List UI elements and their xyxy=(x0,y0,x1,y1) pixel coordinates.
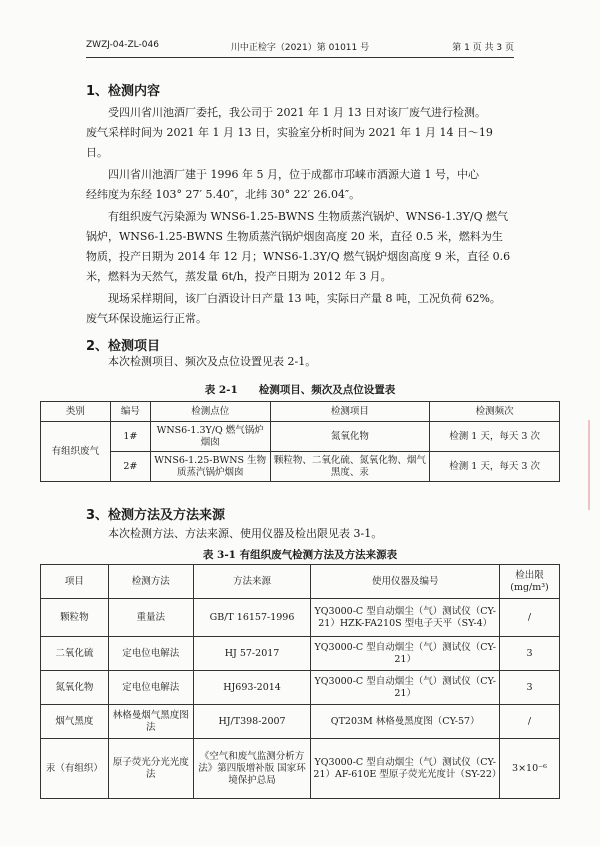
table-row xyxy=(41,705,560,739)
text-line: 四川省川池酒厂建于 1996 年 5 月，位于成都市邛崃市酒源大道 1 号，中心 xyxy=(86,168,479,181)
cell-method: 林格曼烟气黑度图法 xyxy=(108,705,193,739)
text-line: 物质，投产日期为 2014 年 12 月；WNS6-1.3Y/Q 燃气锅炉烟囱高度 9 米，直径 0.6 xyxy=(86,250,511,263)
header-rule xyxy=(86,57,514,58)
text-line: 本次检测方法、方法来源、使用仪器及检出限见表 3-1。 xyxy=(86,527,383,540)
section1-para2 xyxy=(86,165,516,205)
header-cell: 项目 xyxy=(41,565,109,599)
category-cell: 有组织废气 xyxy=(41,422,111,482)
cell-source: HJ693-2014 xyxy=(193,671,311,705)
cell-method: 重量法 xyxy=(108,599,193,637)
header-cell: 使用仪器及编号 xyxy=(311,565,500,599)
table31-caption: 表 3-1 有组织废气检测方法及方法来源表 xyxy=(202,549,398,561)
section3-intro xyxy=(86,524,516,544)
header-cell: 检测项目 xyxy=(270,402,430,422)
section1-para3 xyxy=(86,207,516,287)
section2-title: 2、检测项目 xyxy=(86,339,161,354)
cell-method: 定电位电解法 xyxy=(108,637,193,671)
cell-limit: / xyxy=(500,705,560,739)
cell-instrument: YQ3000-C 型自动烟尘（气）测试仪（CY-21）HZK-FA210S 型电子天平（SY-4） xyxy=(311,599,500,637)
cell-instrument: YQ3000-C 型自动烟尘（气）测试仪（CY-21） xyxy=(311,637,500,671)
cell-item: 氮氧化物 xyxy=(41,671,109,705)
page-header xyxy=(86,40,514,54)
table21-caption: 表 2-1 检测项目、频次及点位设置表 xyxy=(204,384,396,396)
section2-intro xyxy=(86,352,516,372)
section1-para4 xyxy=(86,289,516,329)
text-line: 废气环保设施运行正常。 xyxy=(86,312,207,325)
cell-source: 《空气和废气监测分析方法》第四版增补版 国家环境保护总局 xyxy=(193,739,311,799)
cell-item: 二氧化硫 xyxy=(41,637,109,671)
table-row xyxy=(41,422,560,452)
header-cell: 检测频次 xyxy=(430,402,560,422)
header-cell: 检测方法 xyxy=(108,565,193,599)
page-number: 第 1 页 共 3 页 xyxy=(452,43,514,53)
cell-items: 氮氧化物 xyxy=(270,422,430,452)
cell-no: 1# xyxy=(110,422,150,452)
text-line: 本次检测项目、频次及点位设置见表 2-1。 xyxy=(86,355,317,368)
cell-item: 烟气黑度 xyxy=(41,705,109,739)
text-line: 日。 xyxy=(86,146,108,159)
table-row xyxy=(41,671,560,705)
table-row xyxy=(41,637,560,671)
table-row xyxy=(41,739,560,799)
table-2-1 xyxy=(40,401,560,482)
cell-source: HJ 57-2017 xyxy=(193,637,311,671)
header-cell: 方法来源 xyxy=(193,565,311,599)
section1-para1 xyxy=(86,103,516,163)
header-cell: 类别 xyxy=(41,402,111,422)
text-line: 锅炉，WNS6-1.25-BWNS 生物质蒸汽锅炉烟囱高度 20 米，直径 0.5 米，燃料为生 xyxy=(86,230,503,243)
text-line: 受四川省川池酒厂委托，我公司于 2021 年 1 月 13 日对该厂废气进行检测。 xyxy=(86,106,486,119)
section3-title: 3、检测方法及方法来源 xyxy=(86,508,226,523)
cell-limit: / xyxy=(500,599,560,637)
cell-freq: 检测 1 天，每天 3 次 xyxy=(430,422,560,452)
cell-limit: 3 xyxy=(500,637,560,671)
limit-label: 检出限 xyxy=(515,569,544,581)
text-line: 经纬度为东经 103° 27′ 5.40″，北纬 30° 22′ 26.04″。 xyxy=(86,188,361,201)
cell-method: 原子荧光分光光度法 xyxy=(108,739,193,799)
cell-limit: 3 xyxy=(500,671,560,705)
table-row xyxy=(41,599,560,637)
cell-instrument: QT203M 林格曼黑度图（CY-57） xyxy=(311,705,500,739)
cell-freq: 检测 1 天，每天 3 次 xyxy=(430,452,560,482)
cell-instrument: YQ3000-C 型自动烟尘（气）测试仪（CY-21）AF-610E 型原子荧光光度计（SY-22） xyxy=(311,739,500,799)
table-3-1 xyxy=(40,564,560,799)
cell-point: WNS6-1.25-BWNS 生物质蒸汽锅炉烟囱 xyxy=(150,452,270,482)
cell-point: WNS6-1.3Y/Q 燃气锅炉烟囱 xyxy=(150,422,270,452)
table-header-row xyxy=(41,565,560,599)
cell-item: 颗粒物 xyxy=(41,599,109,637)
text-line: 废气采样时间为 2021 年 1 月 13 日，实验室分析时间为 2021 年 1 月 14 日～19 xyxy=(86,126,493,139)
doc-code: ZWZJ-04-ZL-046 xyxy=(86,40,159,50)
cell-source: GB/T 16157-1996 xyxy=(193,599,311,637)
cell-item: 汞（有组织） xyxy=(41,739,109,799)
seal-stamp-edge xyxy=(588,420,600,510)
section1-title: 1、检测内容 xyxy=(86,84,161,99)
table-row xyxy=(41,452,560,482)
header-cell-limit xyxy=(500,565,560,599)
cell-limit: 3×10⁻⁶ xyxy=(500,739,560,799)
header-cell: 编号 xyxy=(110,402,150,422)
header-cell: 检测点位 xyxy=(150,402,270,422)
cell-source: HJ/T398-2007 xyxy=(193,705,311,739)
text-line: 有组织废气污染源为 WNS6-1.25-BWNS 生物质蒸汽锅炉、WNS6-1.3Y/Q 燃气 xyxy=(86,210,509,223)
report-number: 川中正检字（2021）第 01011 号 xyxy=(230,43,370,53)
limit-unit: (mg/m³) xyxy=(510,581,549,593)
cell-items: 颗粒物、二氧化硫、氮氧化物、烟气黑度、汞 xyxy=(270,452,430,482)
text-line: 米，燃料为天然气，蒸发量 6t/h，投产日期为 2012 年 3 月。 xyxy=(86,270,392,283)
cell-instrument: YQ3000-C 型自动烟尘（气）测试仪（CY-21） xyxy=(311,671,500,705)
cell-no: 2# xyxy=(110,452,150,482)
cell-method: 定电位电解法 xyxy=(108,671,193,705)
table-header-row xyxy=(41,402,560,422)
text-line: 现场采样期间，该厂白酒设计日产量 13 吨，实际日产量 8 吨，工况负荷 62%。 xyxy=(86,292,501,305)
